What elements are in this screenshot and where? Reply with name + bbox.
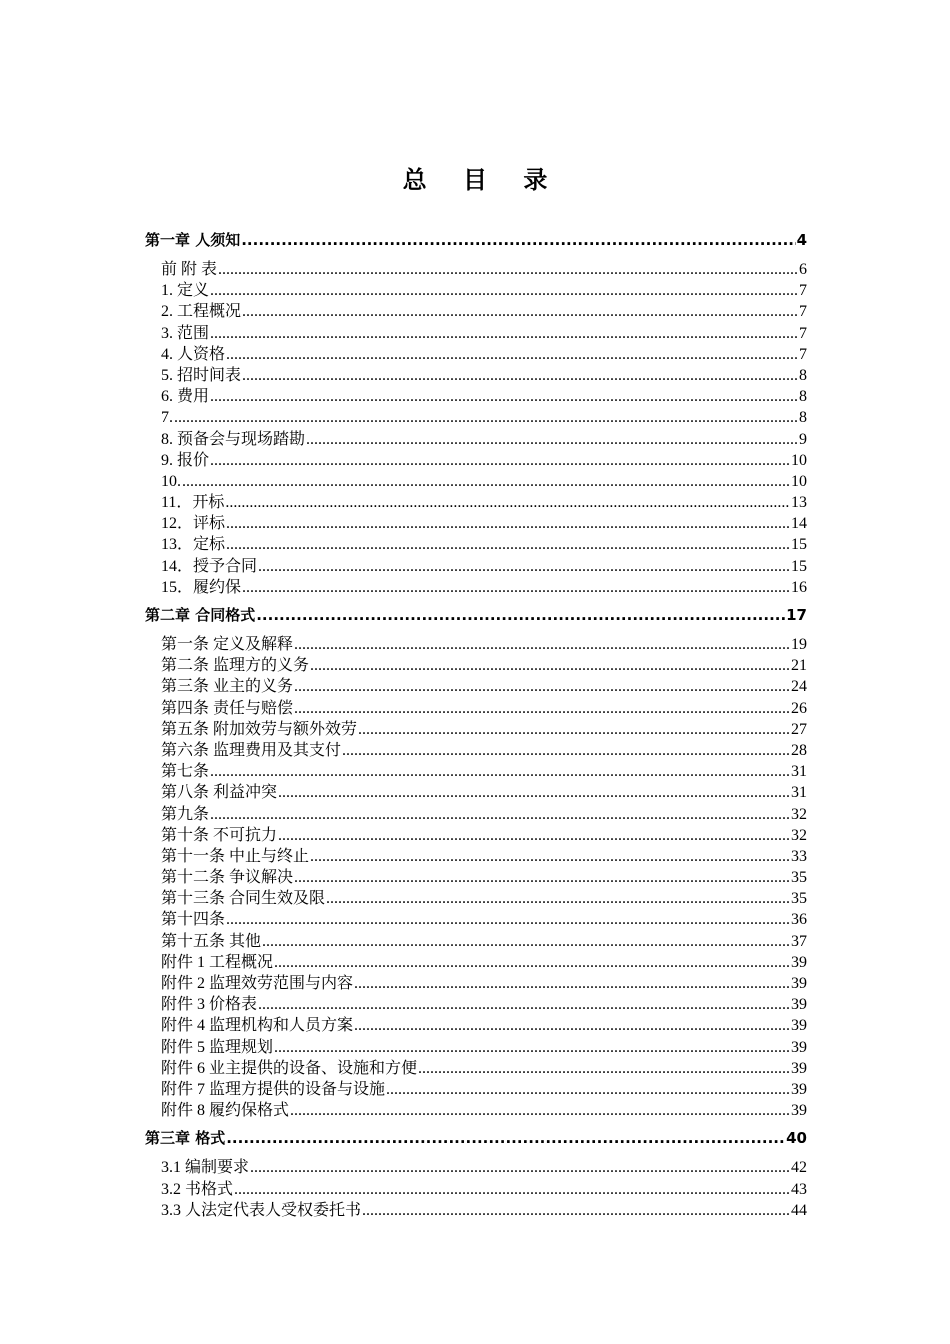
toc-entry-label: 11．开标 xyxy=(161,494,225,512)
toc-dot-leader xyxy=(354,973,790,994)
toc-dot-leader xyxy=(386,1079,790,1100)
toc-page-number: 21 xyxy=(791,657,807,675)
toc-dot-leader xyxy=(326,888,790,909)
toc-dot-leader xyxy=(210,761,790,782)
toc-entry[interactable] xyxy=(145,471,807,492)
toc-page-number: 32 xyxy=(791,826,807,844)
toc-chapter-3[interactable] xyxy=(145,1127,807,1149)
toc-entry-label: 2. 工程概况 xyxy=(161,303,242,321)
toc-page-number: 6 xyxy=(799,261,807,278)
toc-page-number: 8 xyxy=(799,388,807,406)
toc-dot-leader xyxy=(306,429,798,450)
toc-entry-label: 3. 范围 xyxy=(161,324,210,342)
table-of-contents xyxy=(145,229,807,1227)
toc-entry-label: 6. 费用 xyxy=(161,388,210,406)
toc-entry[interactable] xyxy=(145,280,807,301)
toc-dot-leader xyxy=(241,229,795,251)
toc-entry-label: 前 附 表 xyxy=(161,261,218,278)
toc-page-number: 7 xyxy=(799,324,807,342)
toc-page-number: 39 xyxy=(791,975,807,992)
toc-dot-leader xyxy=(226,534,790,555)
toc-entry-label: 第三条 业主的义务 xyxy=(161,678,294,696)
toc-dot-leader xyxy=(278,782,790,803)
toc-entry-label: 7. xyxy=(161,409,173,427)
toc-entry[interactable] xyxy=(145,994,807,1015)
toc-page-number: 15 xyxy=(791,536,807,554)
toc-page-number: 8 xyxy=(799,409,807,427)
toc-entry[interactable] xyxy=(145,1200,807,1221)
toc-entry-label: 第八条 利益冲突 xyxy=(161,784,278,802)
toc-dot-leader xyxy=(250,1157,790,1178)
toc-page-number: 31 xyxy=(791,784,807,802)
toc-dot-leader xyxy=(262,931,790,952)
toc-page-number: 39 xyxy=(791,1102,807,1120)
toc-entry-label: 第一条 定义及解释 xyxy=(161,636,294,653)
toc-dot-leader xyxy=(210,450,790,471)
page-title: 总 目 录 xyxy=(402,166,562,194)
toc-page-number: 27 xyxy=(791,720,807,738)
toc-entry-label: 第十五条 其他 xyxy=(161,932,262,950)
toc-entry[interactable] xyxy=(145,761,807,782)
toc-entry-label: 3.3 人法定代表人受权委托书 xyxy=(161,1201,362,1219)
toc-dot-leader xyxy=(210,386,798,407)
toc-entry-label: 8. 预备会与现场踏勘 xyxy=(161,430,306,448)
toc-chapter-label: 第二章 合同格式 xyxy=(145,606,256,624)
toc-entry[interactable] xyxy=(145,782,807,803)
toc-dot-leader xyxy=(258,556,790,577)
toc-entry[interactable] xyxy=(145,534,807,555)
toc-page-number: 17 xyxy=(786,606,807,624)
toc-dot-leader xyxy=(294,698,790,719)
toc-entry[interactable] xyxy=(145,825,807,846)
toc-entry[interactable] xyxy=(145,492,807,513)
toc-entry[interactable] xyxy=(145,909,807,930)
toc-entry-label: 第十四条 xyxy=(161,911,226,929)
toc-entry-label: 附件 1 工程概况 xyxy=(161,953,274,971)
toc-entry[interactable] xyxy=(145,931,807,952)
toc-page-number: 16 xyxy=(791,578,807,596)
toc-entry[interactable] xyxy=(145,450,807,471)
toc-entry-label: 附件 6 业主提供的设备、设施和方便 xyxy=(161,1059,418,1077)
toc-entry-label: 第七条 xyxy=(161,763,210,781)
toc-dot-leader xyxy=(256,604,785,626)
toc-dot-leader xyxy=(294,676,790,697)
toc-dot-leader xyxy=(310,655,790,676)
toc-page-number: 39 xyxy=(791,1017,807,1035)
toc-entry[interactable] xyxy=(145,973,807,994)
toc-dot-leader xyxy=(182,471,790,492)
toc-entry-label: 10. xyxy=(161,472,181,490)
toc-entry[interactable] xyxy=(145,888,807,909)
toc-dot-leader xyxy=(362,1200,790,1221)
toc-page-number: 33 xyxy=(791,847,807,865)
toc-entry[interactable] xyxy=(145,846,807,867)
toc-dot-leader xyxy=(174,407,798,428)
toc-chapter-3-entries xyxy=(145,1157,807,1221)
toc-chapter-2-entries xyxy=(145,634,807,1121)
toc-entry-label: 第十条 不可抗力 xyxy=(161,826,278,844)
toc-entry[interactable] xyxy=(145,429,807,450)
toc-dot-leader xyxy=(290,1100,790,1121)
toc-dot-leader xyxy=(226,909,790,930)
toc-page-number: 39 xyxy=(791,1059,807,1077)
toc-dot-leader xyxy=(258,994,790,1015)
toc-page-number: 10 xyxy=(791,451,807,469)
toc-entry[interactable] xyxy=(145,655,807,676)
toc-chapter-1[interactable] xyxy=(145,229,807,251)
toc-dot-leader xyxy=(226,513,790,534)
toc-page-number: 14 xyxy=(791,515,807,533)
toc-entry[interactable] xyxy=(145,259,807,280)
toc-page-number: 7 xyxy=(799,345,807,363)
toc-entry[interactable] xyxy=(145,719,807,740)
toc-entry-label: 附件 7 监理方提供的设备与设施 xyxy=(161,1080,386,1098)
toc-entry-label: 附件 4 监理机构和人员方案 xyxy=(161,1017,354,1035)
toc-entry[interactable] xyxy=(145,1157,807,1178)
toc-chapter-label: 第一章 人须知 xyxy=(145,231,241,249)
toc-dot-leader xyxy=(242,577,790,598)
toc-entry-label: 12．评标 xyxy=(161,515,226,533)
toc-dot-leader xyxy=(242,365,798,386)
toc-dot-leader xyxy=(418,1058,790,1079)
toc-dot-leader xyxy=(210,804,790,825)
toc-entry-label: 3.2 书格式 xyxy=(161,1180,234,1198)
toc-page-number: 7 xyxy=(799,282,807,300)
toc-entry-label: 3.1 编制要求 xyxy=(161,1159,250,1177)
toc-entry[interactable] xyxy=(145,867,807,888)
toc-entry[interactable] xyxy=(145,740,807,761)
toc-page-number: 39 xyxy=(791,953,807,971)
toc-page-number: 39 xyxy=(791,1038,807,1056)
toc-page-number: 44 xyxy=(791,1201,807,1219)
toc-entry[interactable] xyxy=(145,323,807,344)
toc-page-number: 43 xyxy=(791,1180,807,1198)
toc-page-number: 8 xyxy=(799,366,807,384)
toc-entry-label: 14．授予合同 xyxy=(161,557,258,575)
toc-entry-label: 附件 2 监理效劳范围与内容 xyxy=(161,975,354,992)
toc-entry[interactable] xyxy=(145,407,807,428)
toc-entry[interactable] xyxy=(145,1037,807,1058)
toc-entry-label: 15．履约保 xyxy=(161,578,242,596)
toc-dot-leader xyxy=(274,952,790,973)
toc-entry-label: 第四条 责任与赔偿 xyxy=(161,699,294,717)
toc-entry[interactable] xyxy=(145,344,807,365)
toc-page-number: 31 xyxy=(791,763,807,781)
toc-chapter-2[interactable] xyxy=(145,604,807,626)
toc-entry[interactable] xyxy=(145,301,807,322)
toc-entry-label: 4. 人资格 xyxy=(161,345,226,363)
toc-entry-label: 1. 定义 xyxy=(161,282,210,300)
toc-entry[interactable] xyxy=(145,1058,807,1079)
toc-entry-label: 5. 招时间表 xyxy=(161,366,242,384)
toc-page-number: 42 xyxy=(791,1159,807,1177)
toc-page-number: 32 xyxy=(791,805,807,823)
toc-dot-leader xyxy=(342,740,790,761)
toc-entry[interactable] xyxy=(145,1100,807,1121)
toc-dot-leader xyxy=(242,301,798,322)
toc-page-number: 7 xyxy=(799,303,807,321)
toc-chapter-1-entries xyxy=(145,259,807,598)
toc-page-number: 37 xyxy=(791,932,807,950)
toc-page-number: 19 xyxy=(791,636,807,653)
toc-entry[interactable] xyxy=(145,556,807,577)
toc-entry-label: 第九条 xyxy=(161,805,210,823)
toc-entry[interactable] xyxy=(145,698,807,719)
toc-dot-leader xyxy=(234,1179,790,1200)
toc-entry[interactable] xyxy=(145,513,807,534)
toc-entry-label: 第十三条 合同生效及限 xyxy=(161,890,326,908)
toc-page-number: 4 xyxy=(796,231,807,249)
toc-dot-leader xyxy=(218,259,798,280)
toc-dot-leader xyxy=(226,1127,785,1149)
toc-page-number: 9 xyxy=(799,430,807,448)
toc-dot-leader xyxy=(225,492,790,513)
toc-dot-leader xyxy=(294,867,790,888)
toc-entry-label: 第五条 附加效劳与额外效劳 xyxy=(161,720,358,738)
toc-entry[interactable] xyxy=(145,676,807,697)
toc-entry-label: 附件 3 价格表 xyxy=(161,996,258,1014)
toc-page-number: 39 xyxy=(791,1080,807,1098)
toc-page-number: 26 xyxy=(791,699,807,717)
toc-dot-leader xyxy=(294,634,790,655)
toc-page-number: 15 xyxy=(791,557,807,575)
toc-entry-label: 附件 5 监理规划 xyxy=(161,1038,274,1056)
toc-page-number: 35 xyxy=(791,890,807,908)
toc-entry-label: 第十一条 中止与终止 xyxy=(161,847,310,865)
toc-entry[interactable] xyxy=(145,634,807,655)
toc-dot-leader xyxy=(278,825,790,846)
toc-entry-label: 第十二条 争议解决 xyxy=(161,869,294,887)
toc-entry-label: 第六条 监理费用及其支付 xyxy=(161,741,342,759)
toc-entry[interactable] xyxy=(145,1015,807,1036)
toc-page-number: 28 xyxy=(791,741,807,759)
toc-entry[interactable] xyxy=(145,365,807,386)
toc-dot-leader xyxy=(210,280,798,301)
toc-page-number: 40 xyxy=(786,1129,807,1148)
toc-entry[interactable] xyxy=(145,804,807,825)
toc-entry[interactable] xyxy=(145,1179,807,1200)
toc-page-number: 24 xyxy=(791,678,807,696)
toc-entry[interactable] xyxy=(145,952,807,973)
toc-entry-label: 第二条 监理方的义务 xyxy=(161,657,310,675)
toc-entry[interactable] xyxy=(145,1079,807,1100)
toc-dot-leader xyxy=(274,1037,790,1058)
toc-entry-label: 9. 报价 xyxy=(161,451,210,469)
toc-page-number: 39 xyxy=(791,996,807,1014)
toc-dot-leader xyxy=(226,344,798,365)
toc-entry[interactable] xyxy=(145,386,807,407)
toc-dot-leader xyxy=(354,1015,790,1036)
toc-dot-leader xyxy=(358,719,790,740)
toc-page-number: 13 xyxy=(791,494,807,512)
toc-page-number: 36 xyxy=(791,911,807,929)
toc-dot-leader xyxy=(210,323,798,344)
toc-dot-leader xyxy=(310,846,790,867)
toc-page-number: 35 xyxy=(791,869,807,887)
toc-chapter-label: 第三章 格式 xyxy=(145,1129,226,1148)
toc-entry-label: 附件 8 履约保格式 xyxy=(161,1102,290,1120)
toc-page-number: 10 xyxy=(791,472,807,490)
toc-entry-label: 13．定标 xyxy=(161,536,226,554)
toc-entry[interactable] xyxy=(145,577,807,598)
